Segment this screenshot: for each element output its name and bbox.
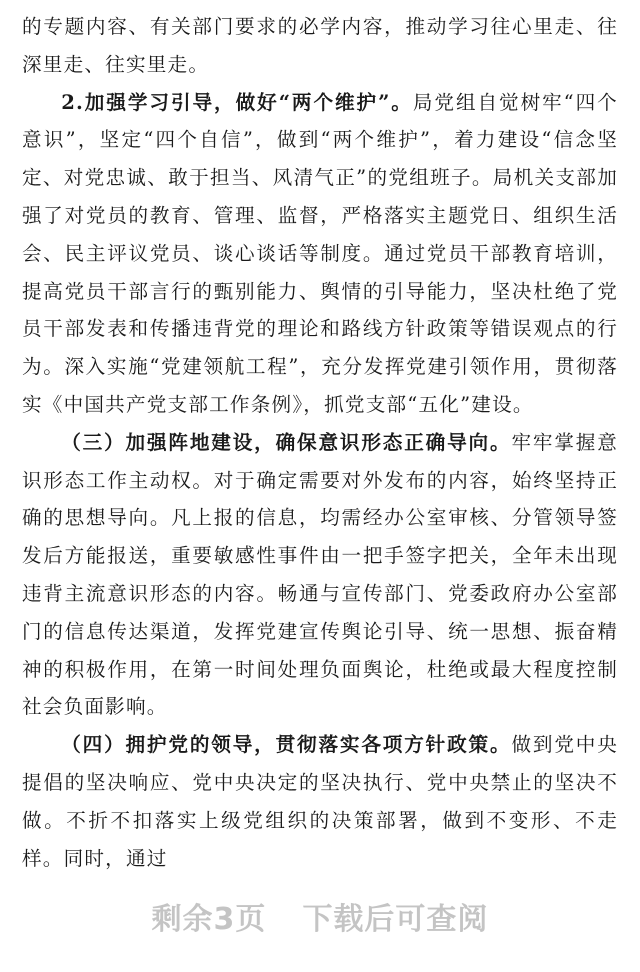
paragraph-lead: （四）拥护党的领导，贯彻落实各项方针政策。 — [61, 733, 512, 757]
download-prompt — [0, 886, 640, 946]
paragraph-lead: （三）加强阵地建设，确保意识形态正确导向。 — [61, 430, 512, 454]
paragraph-party-leadership — [22, 726, 618, 877]
paragraph-lead: 2.加强学习引导，做好“两个维护”。 — [61, 90, 413, 114]
paragraph-continuation — [22, 8, 618, 84]
paragraph-position-building — [22, 424, 618, 726]
remaining-pages-label: 剩余3页 — [151, 902, 267, 937]
paragraph-text: 局党组自觉树牢“四个意识”，坚定“四个自信”，做到“两个维护”，着力建设“信念坚定、对党忠诚、敢于担当、风清气正”的党组班子。局机关支部加强了对党员的教育、管理、监督，严格落实主题党日、组织生活会、民主评议党员、谈心谈话等制度。通过党员干部教育培训，提高党员干部言行的甄别能力、舆情的引导能力，坚决杜绝了党员干部发表和传播违背党的理论和路线方针政策等错误观点的行为。深入实施“党建领航工程”，充分发挥党建引领作用，贯彻落实《中国共产党支部工作条例》，抓党支部“五化”建设。 — [22, 90, 618, 416]
paragraph-text: 做到党中央提倡的坚决响应、党中央决定的坚决执行、党中央禁止的坚决不做。不折不扣落实上级党组织的决策部署，做到不变形、不走样。同时，通过 — [22, 733, 619, 870]
download-to-view-label[interactable]: 下载后可查阅 — [302, 902, 489, 937]
paragraph-text: 牢牢掌握意识形态工作主动权。对于确定需要对外发布的内容，始终坚持正确的思想导向。凡上报的信息，均需经办公室审核、分管领导签发后方能报送，重要敏感性事件由一把手签字把关，全年未出现违背主流意识形态的内容。畅通与宣传部门、党委政府办公室部门的信息传达渠道，发挥党建宣传舆论引导、统一思想、振奋精神的积极作用，在第一时间处理负面舆论，杜绝或最大程度控制社会负面影响。 — [22, 430, 619, 719]
paragraph-text: 的专题内容、有关部门要求的必学内容，推动学习往心里走、往深里走、往实里走。 — [22, 15, 618, 76]
paragraph-study-guidance — [22, 84, 618, 424]
